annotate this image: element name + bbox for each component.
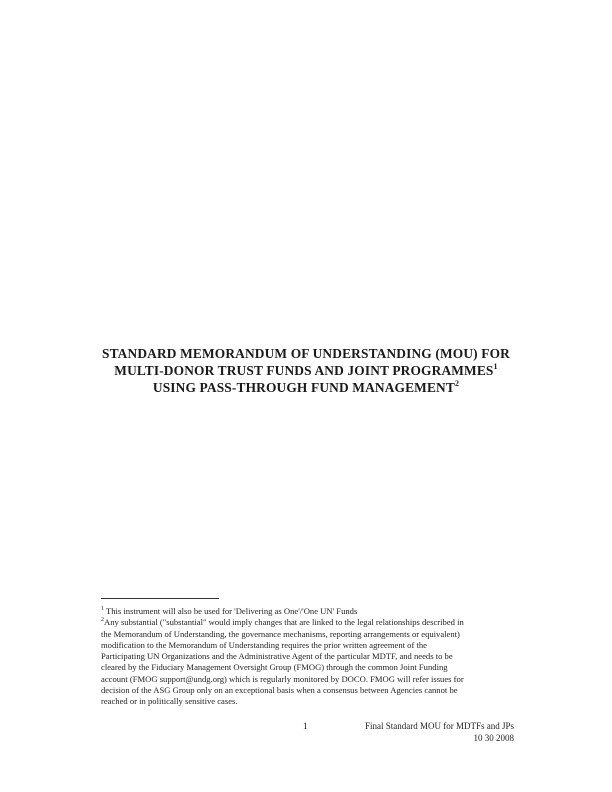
page-number: 1 [303,722,308,732]
footnote-line: Participating UN Organizations and the Administrative Agent of the particular MDTF, and needs to be [101,651,453,662]
title-line-1: STANDARD MEMORANDUM OF UNDERSTANDING (MOU) FOR [102,346,510,361]
document-title [60,345,552,396]
footnote-2 [101,617,521,707]
footnote-mark: 1 [101,606,104,612]
footnote-line: decision of the ASG Group only on an exceptional basis when a consensus between Agencies cannot be [101,685,458,696]
footnote-1 [101,606,521,617]
footnote-mark: 2 [101,617,104,624]
footnote-line: modification to the Memorandum of Understanding requires the prior written agreement of the [101,639,427,650]
footnote-line: This instrument will also be used for 'Delivering as One'/'One UN' Funds [104,606,358,616]
footnote-ref-2[interactable]: 2 [454,379,460,388]
footnote-line: Any substantial ("substantial" would imply changes that are linked to the legal relationships described in [104,617,464,628]
footnote-separator [101,598,219,599]
title-line-3: USING PASS-THROUGH FUND MANAGEMENT$^2$ [152,379,460,395]
footnote-line: account (FMOG support@undg.org) which is regularly monitored by DOCO. FMOG will refer issues for [101,673,464,684]
footnote-line: cleared by the Fiduciary Management Oversight Group (FMOG) through the common Joint Funding [101,662,448,673]
page-footer [314,721,514,744]
footer-doc-label: Final Standard MOU for MDTFs and JPs [364,721,514,731]
footer-date: 10 30 2008 [473,732,514,743]
footnotes [101,606,521,708]
footnote-ref-1[interactable]: 1 [493,362,498,371]
title-line-2: MULTI-DONOR TRUST FUNDS AND JOINT PROGRAMMES$^1$ [114,362,498,378]
footnote-line: the Memorandum of Understanding, the governance mechanisms, reporting arrangements or equivalent) [101,628,460,639]
footnote-line: reached or in politically sensitive cases. [101,696,238,707]
